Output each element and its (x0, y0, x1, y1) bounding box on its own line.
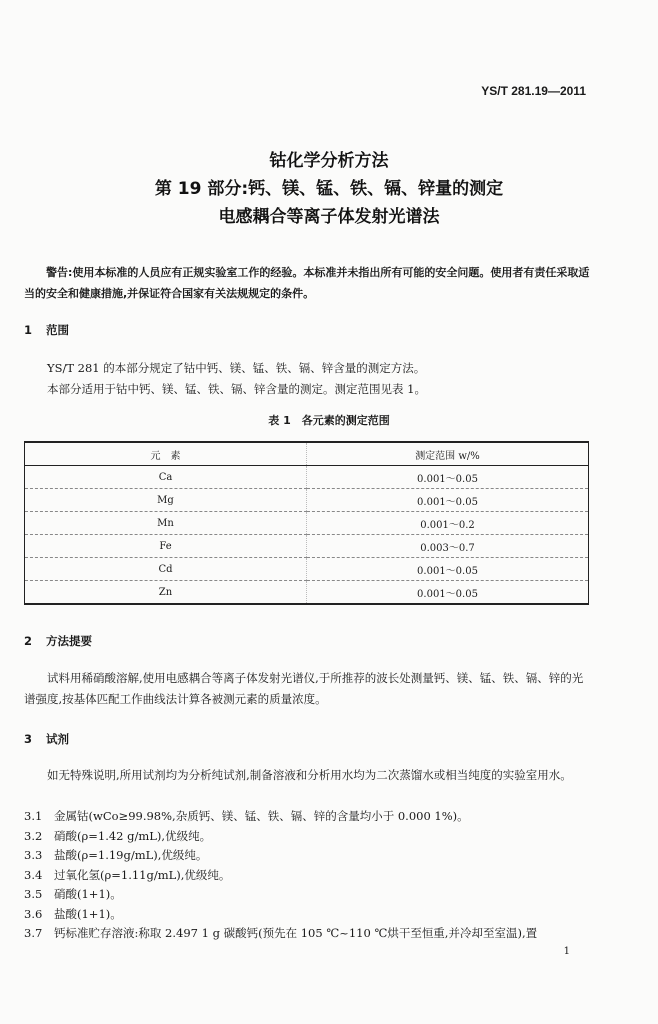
section-3-heading (24, 731, 69, 747)
table-cell-range: 0.001～0.05 (307, 558, 589, 581)
table-cell-element: Ca (25, 466, 307, 489)
section-number: 3 (24, 732, 33, 746)
table-row (25, 512, 589, 535)
item-text: 盐酸(ρ=1.19g/mL),优级纯。 (54, 848, 208, 862)
section-number: 1 (24, 323, 33, 337)
table-row (25, 466, 589, 489)
title-line-3: 电感耦合等离子体发射光谱法 (218, 207, 440, 227)
reagents-paragraph: 如无特殊说明,所用试剂均为分析纯试剂,制备溶液和分析用水均为二次蒸馏水或相当纯度的实验室用水。 (47, 768, 572, 782)
item-text: 过氧化氢(ρ=1.11g/mL),优级纯。 (54, 867, 231, 882)
table-cell-element: Zn (25, 581, 307, 605)
section-title: 方法提要 (46, 634, 92, 648)
list-item (24, 846, 590, 866)
section-title: 范围 (46, 323, 69, 337)
list-item (24, 905, 590, 925)
range-table (24, 441, 589, 605)
table-row (25, 581, 589, 605)
table-cell-range: 0.001～0.05 (307, 581, 589, 605)
page-number: 1 (563, 946, 570, 957)
table-row (25, 558, 589, 581)
table-cell-element: Mn (25, 512, 307, 535)
section-title: 试剂 (46, 732, 69, 746)
item-text: 硝酸(1+1)。 (54, 887, 122, 901)
table-header-range: 测定范围 w/% (307, 442, 589, 466)
method-paragraph: 试料用稀硝酸溶解,使用电感耦合等离子体发射光谱仪,于所推荐的波长处测量钙、镁、锰、铁、镉、锌的光谱强度,按基体匹配工作曲线法计算各被测元素的质量浓度。 (24, 671, 584, 706)
section-2-heading (24, 633, 92, 649)
reagent-list (24, 807, 590, 944)
scope-paragraph-1: YS/T 281 的本部分规定了钴中钙、镁、锰、铁、镉、锌含量的测定方法。 (47, 361, 426, 375)
title-line-2: 第 19 部分:钙、镁、锰、铁、镉、锌量的测定 (154, 179, 504, 199)
list-item (24, 866, 590, 886)
item-number: 3.1 (24, 809, 43, 823)
table-row (25, 535, 589, 558)
item-number: 3.5 (24, 887, 43, 901)
table-header-element: 元 素 (25, 442, 307, 466)
list-item (24, 827, 590, 847)
table-cell-element: Cd (25, 558, 307, 581)
list-item (24, 885, 590, 905)
item-number: 3.4 (24, 867, 43, 882)
item-number: 3.6 (24, 906, 43, 921)
item-text: 硝酸(ρ=1.42 g/mL),优级纯。 (54, 828, 212, 843)
item-text: 盐酸(1+1)。 (54, 906, 122, 921)
section-1-heading (24, 322, 69, 338)
list-item (24, 807, 590, 827)
item-number: 3.2 (24, 828, 43, 843)
table-cell-element: Fe (25, 535, 307, 558)
title-line-1: 钴化学分析方法 (269, 151, 389, 171)
standard-number: YS/T 281.19—2011 (481, 84, 586, 98)
list-item (24, 924, 590, 944)
scope-paragraph-2: 本部分适用于钴中钙、镁、锰、铁、镉、锌含量的测定。测定范围见表 1。 (47, 382, 426, 396)
table-header-row (25, 442, 589, 466)
table-cell-element: Mg (25, 489, 307, 512)
item-number: 3.3 (24, 848, 43, 862)
warning-paragraph: 警告:使用本标准的人员应有正规实验室工作的经验。本标准并未指出所有可能的安全问题。使用者有责任采取适当的安全和健康措施,并保证符合国家有关法规规定的条件。 (24, 266, 590, 300)
item-text: 钙标准贮存溶液:称取 2.497 1 g 碳酸钙(预先在 105 ℃~110 ℃烘干至恒重,并冷却至室温),置 (54, 926, 538, 940)
table-row (25, 489, 589, 512)
section-number: 2 (24, 634, 33, 648)
table-caption: 表 1 各元素的测定范围 (268, 414, 390, 427)
table-cell-range: 0.003～0.7 (307, 535, 589, 558)
table-cell-range: 0.001～0.05 (307, 489, 589, 512)
table-cell-range: 0.001～0.05 (307, 466, 589, 489)
item-text: 金属钴(wCo≥99.98%,杂质钙、镁、锰、铁、镉、锌的含量均小于 0.000 1%)。 (54, 809, 469, 823)
item-number: 3.7 (24, 926, 43, 940)
table-cell-range: 0.001～0.2 (307, 512, 589, 535)
